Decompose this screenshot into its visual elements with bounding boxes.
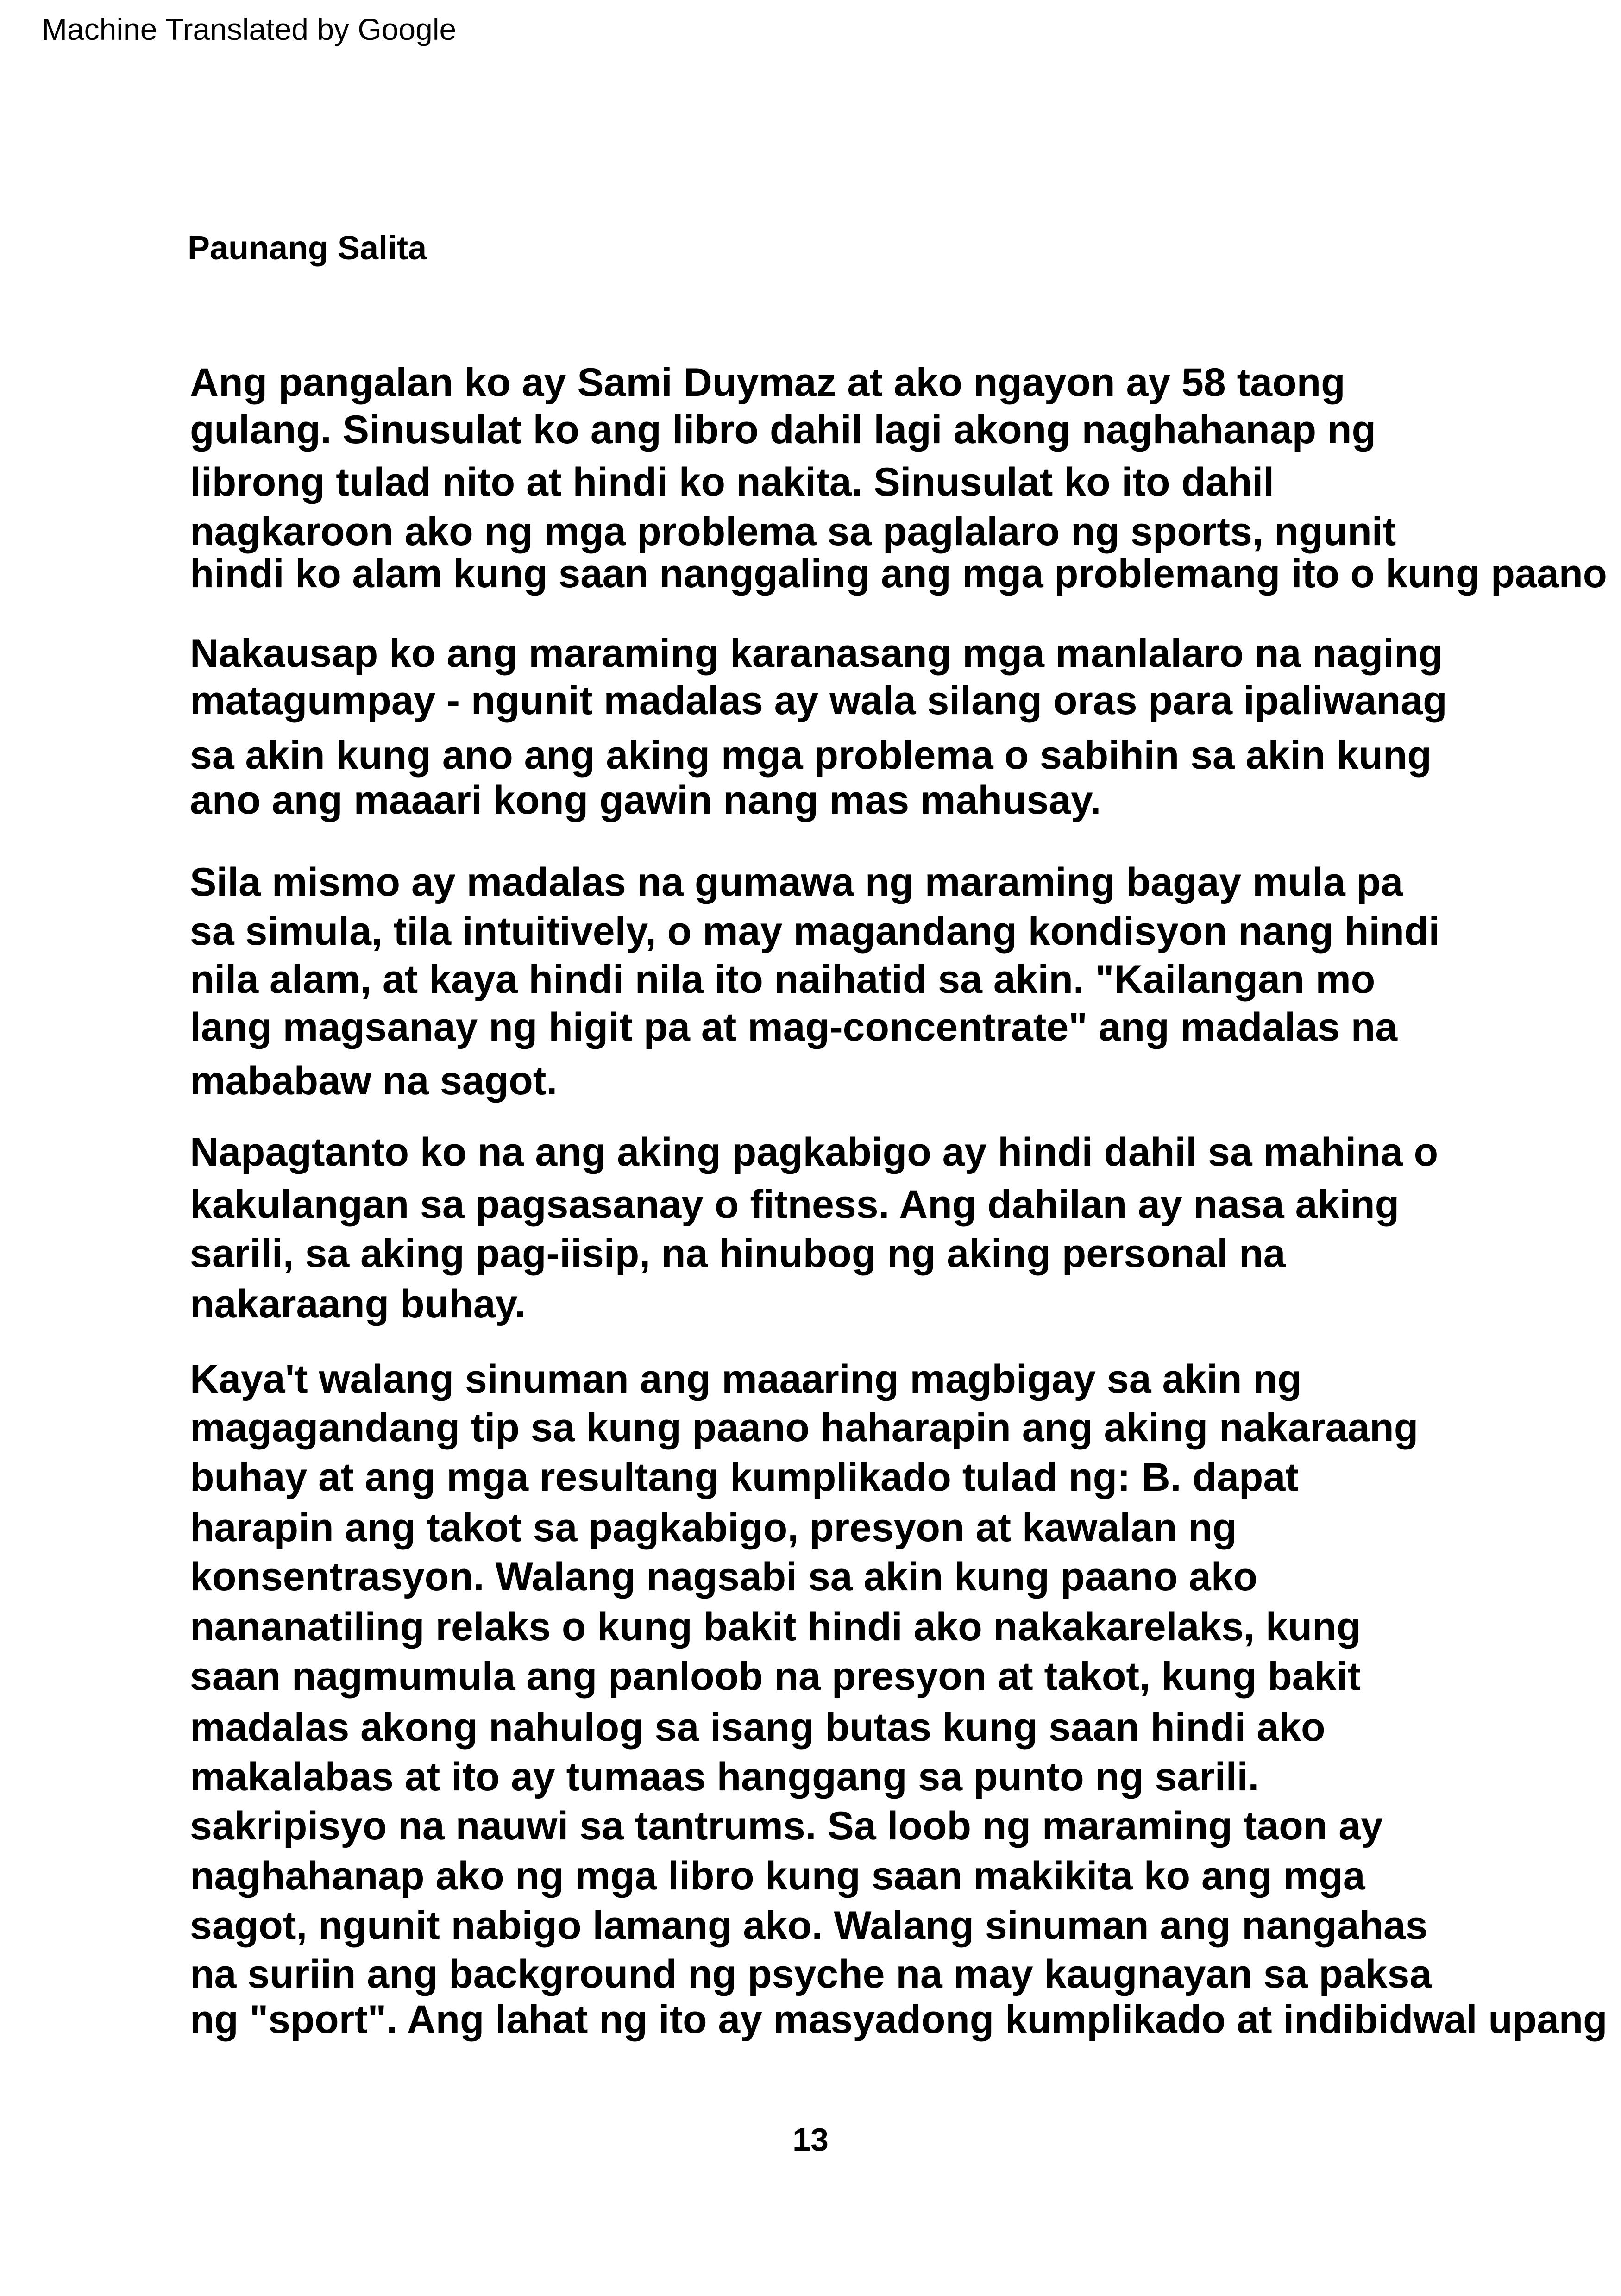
text-line: makalabas at ito ay tumaas hanggang sa punto ng sarili. — [190, 1755, 1259, 1799]
text-line: madalas akong nahulog sa isang butas kung saan hindi ako — [190, 1705, 1326, 1750]
text-line: Kaya't walang sinuman ang maaaring magbigay sa akin ng — [190, 1357, 1302, 1401]
text-line: sagot, ngunit nabigo lamang ako. Walang sinuman ang nangahas — [190, 1903, 1428, 1948]
text-line: Napagtanto ko na ang aking pagkabigo ay hindi dahil sa mahina o — [190, 1130, 1439, 1174]
text-line: ano ang maaari kong gawin nang mas mahusay. — [190, 778, 1101, 822]
text-line: kakulangan sa pagsasanay o fitness. Ang dahilan ay nasa aking — [190, 1182, 1400, 1227]
text-line: konsentrasyon. Walang nagsabi sa akin kung paano ako — [190, 1555, 1258, 1599]
text-line: buhay at ang mga resultang kumplikado tulad ng: B. dapat — [190, 1455, 1299, 1499]
section-title: Paunang Salita — [188, 230, 427, 267]
text-line: nila alam, at kaya hindi nila ito naihatid sa akin. "Kailangan mo — [190, 957, 1376, 1002]
text-line: magagandang tip sa kung paano haharapin ang aking nakaraang — [190, 1405, 1419, 1450]
text-line: nananatiling relaks o kung bakit hindi ako nakakarelaks, kung — [190, 1605, 1361, 1649]
text-line: Ang pangalan ko ay Sami Duymaz at ako ngayon ay 58 taong — [190, 360, 1345, 405]
text-line: librong tulad nito at hindi ko nakita. Sinusulat ko ito dahil — [190, 460, 1275, 504]
text-line: matagumpay - ngunit madalas ay wala silang oras para ipaliwanag — [190, 678, 1447, 723]
text-line: harapin ang takot sa pagkabigo, presyon at kawalan ng — [190, 1506, 1237, 1550]
text-line: sa simula, tila intuitively, o may magandang kondisyon nang hindi — [190, 909, 1440, 954]
text-line: na suriin ang background ng psyche na may kaugnayan sa paksa — [190, 1952, 1432, 1996]
page-number: 13 — [792, 2121, 829, 2158]
text-line: ng "sport". Ang lahat ng ito ay masyadong kumplikado at indibidwal upang — [190, 1997, 1608, 2042]
text-line: mababaw na sagot. — [190, 1059, 558, 1103]
text-line: nakaraang buhay. — [190, 1282, 526, 1326]
text-line: saan nagmumula ang panloob na presyon at takot, kung bakit — [190, 1654, 1361, 1699]
machine-translation-watermark: Machine Translated by Google — [42, 12, 457, 46]
text-line: lang magsanay ng higit pa at mag-concentrate" ang madalas na — [190, 1005, 1398, 1049]
text-line: gulang. Sinusulat ko ang libro dahil lagi akong naghahanap ng — [190, 408, 1376, 452]
text-line: sarili, sa aking pag-iisip, na hinubog ng aking personal na — [190, 1231, 1286, 1276]
text-line: Nakausap ko ang maraming karanasang mga manlalaro na naging — [190, 631, 1443, 676]
text-line: sakripisyo na nauwi sa tantrums. Sa loob ng maraming taon ay — [190, 1804, 1383, 1848]
text-line: Sila mismo ay madalas na gumawa ng maraming bagay mula pa — [190, 860, 1403, 904]
text-line: hindi ko alam kung saan nanggaling ang mga problemang ito o kung paano — [190, 552, 1607, 596]
text-line: naghahanap ako ng mga libro kung saan makikita ko ang mga — [190, 1854, 1365, 1898]
text-line: sa akin kung ano ang aking mga problema o sabihin sa akin kung — [190, 733, 1432, 778]
text-line: nagkaroon ako ng mga problema sa paglalaro ng sports, ngunit — [190, 509, 1396, 554]
